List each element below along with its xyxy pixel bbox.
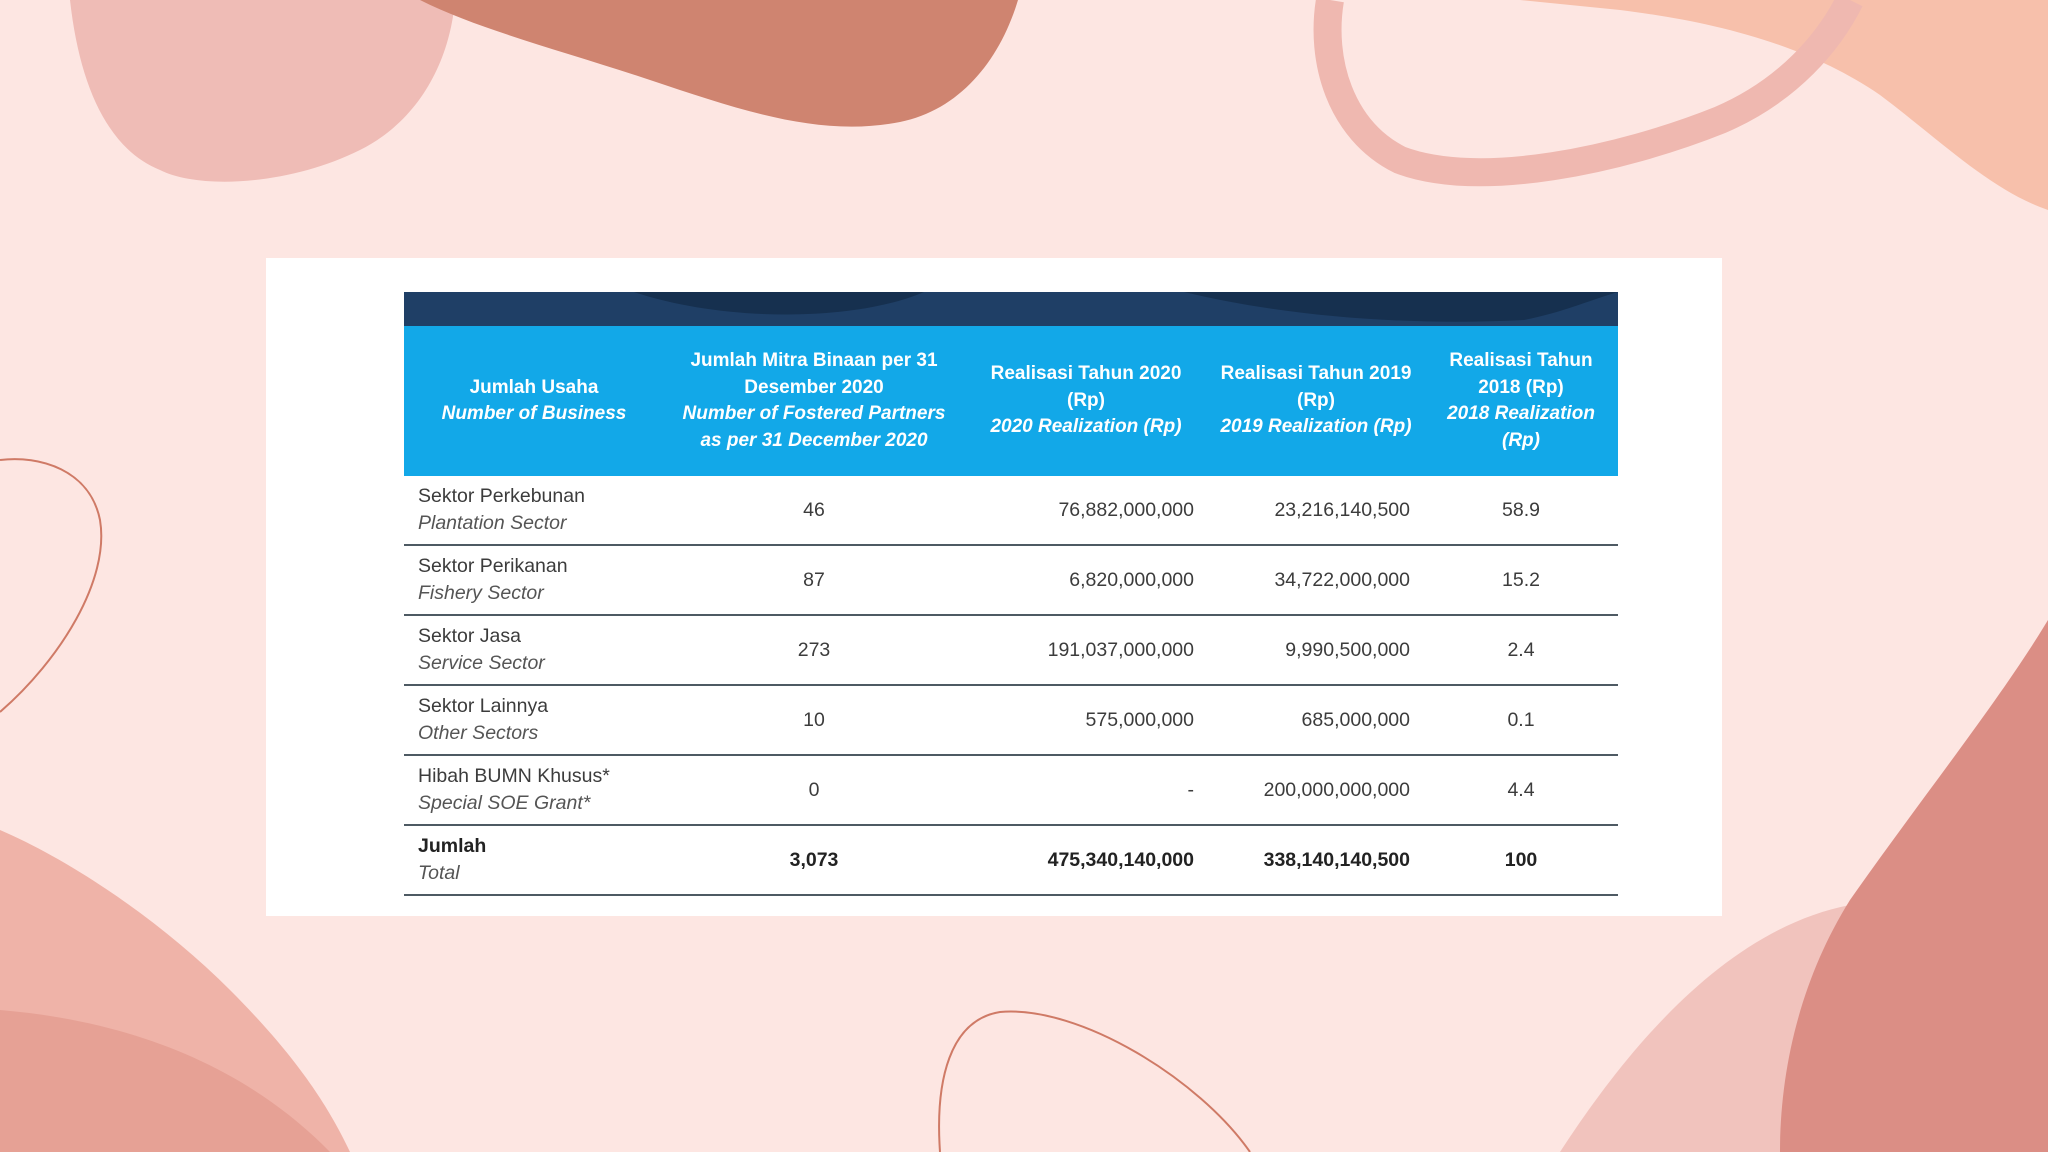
header-band	[404, 292, 1618, 326]
total-2019: 338,140,140,500	[1208, 825, 1424, 895]
cell-2019: 685,000,000	[1208, 685, 1424, 755]
row-label: Sektor Perikanan Fishery Sector	[404, 545, 664, 615]
cell-partners: 87	[664, 545, 964, 615]
cell-partners: 46	[664, 476, 964, 545]
cell-2018: 15.2	[1424, 545, 1618, 615]
cell-2019: 23,216,140,500	[1208, 476, 1424, 545]
cell-2019: 9,990,500,000	[1208, 615, 1424, 685]
cell-partners: 273	[664, 615, 964, 685]
total-2020: 475,340,140,000	[964, 825, 1208, 895]
table-card	[266, 258, 1722, 916]
total-label: Jumlah Total	[404, 825, 664, 895]
table-row	[404, 685, 1618, 755]
table-container	[404, 292, 1618, 896]
table-row	[404, 476, 1618, 545]
band-wave-decoration	[404, 292, 1618, 326]
table-row	[404, 615, 1618, 685]
header-number-of-business: Jumlah Usaha Number of Business	[404, 326, 664, 476]
cell-2018: 0.1	[1424, 685, 1618, 755]
cell-2019: 200,000,000,000	[1208, 755, 1424, 825]
row-label: Sektor Jasa Service Sector	[404, 615, 664, 685]
total-partners: 3,073	[664, 825, 964, 895]
header-realization-2019: Realisasi Tahun 2019 (Rp) 2019 Realization (Rp)	[1208, 326, 1424, 476]
cell-2019: 34,722,000,000	[1208, 545, 1424, 615]
cell-2018: 2.4	[1424, 615, 1618, 685]
cell-2018: 58.9	[1424, 476, 1618, 545]
total-2018: 100	[1424, 825, 1618, 895]
header-realization-2020: Realisasi Tahun 2020 (Rp) 2020 Realization (Rp)	[964, 326, 1208, 476]
header-realization-2018: Realisasi Tahun 2018 (Rp) 2018 Realization (Rp)	[1424, 326, 1618, 476]
row-label: Hibah BUMN Khusus* Special SOE Grant*	[404, 755, 664, 825]
cell-2020: 76,882,000,000	[964, 476, 1208, 545]
cell-2020: 6,820,000,000	[964, 545, 1208, 615]
cell-2020: -	[964, 755, 1208, 825]
header-number-of-partners: Jumlah Mitra Binaan per 31 Desember 2020 Number of Fostered Partners as per 31 December 2020	[664, 326, 964, 476]
row-label: Sektor Perkebunan Plantation Sector	[404, 476, 664, 545]
table-total-row	[404, 825, 1618, 895]
cell-2018: 4.4	[1424, 755, 1618, 825]
table-row	[404, 545, 1618, 615]
table-row	[404, 755, 1618, 825]
mitra-binaan-table	[404, 326, 1618, 896]
cell-2020: 575,000,000	[964, 685, 1208, 755]
row-label: Sektor Lainnya Other Sectors	[404, 685, 664, 755]
table-header-row	[404, 326, 1618, 476]
cell-partners: 0	[664, 755, 964, 825]
cell-partners: 10	[664, 685, 964, 755]
cell-2020: 191,037,000,000	[964, 615, 1208, 685]
